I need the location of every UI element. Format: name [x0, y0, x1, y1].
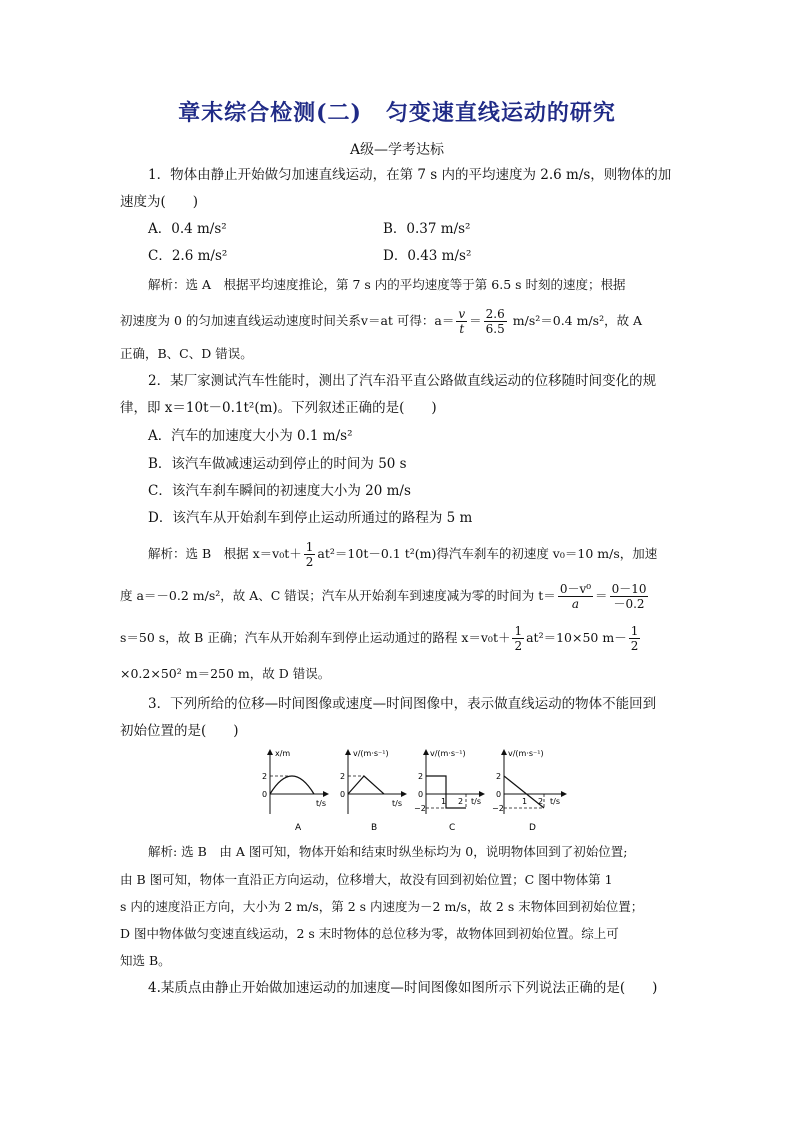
graph-a-ylabel: x/m: [275, 749, 291, 758]
title-sub: 匀变速直线运动的研究: [385, 100, 616, 126]
q2-sol-text-a: 解析：选 B 根据 x＝v₀t＋: [148, 546, 302, 561]
q2-option-a: A．汽车的加速度大小为 0.1 m/s²: [148, 428, 353, 444]
q2-option-c: C．该汽车刹车瞬间的初速度大小为 20 m/s: [148, 483, 411, 499]
title-main: 章末综合检测(二): [178, 100, 362, 126]
graph-c-tick-2: 2: [418, 772, 424, 781]
graph-c-tick-x1: 1: [441, 797, 447, 806]
q1-solution-line2: 初速度为 0 的匀加速直线运动速度时间关系v＝at 可得：a＝ $\frac{v}{t}$ ＝ $\frac{2.6}{6.5}$ m/s²＝0.4 m/s²，故 A: [120, 307, 643, 336]
q1-sol-text-b: v＝at 可得：a＝: [360, 313, 455, 328]
q2-sol-text-c: 度 a＝－0.2 m/s²，故 A、C 错误；汽车从开始刹车到速度减为零的时间为 t＝: [120, 588, 556, 603]
q2-stem-line2: 律，即 x＝10t－0.1t²(m)。下列叙述正确的是( ): [120, 400, 437, 416]
q1-sol-text-a: 初速度为 0 的匀加速直线运动速度时间关系: [120, 313, 361, 328]
graph-b-xlabel: t/s: [392, 799, 402, 808]
q2-half-fraction-3: $\frac{1}{2}$: [630, 624, 639, 653]
q3-stem-line1: 3．下列所给的位移—时间图像或速度—时间图像中，表示做直线运动的物体不能回到: [148, 696, 657, 712]
graph-d-tick-x1: 1: [522, 797, 528, 806]
graph-b-letter: B: [371, 823, 378, 833]
graph-a-tick-0: 0: [262, 790, 268, 799]
graph-b-ylabel: v/(m·s⁻¹): [353, 749, 389, 758]
q1-solution-line3: 正确，B、C、D 错误。: [120, 346, 253, 361]
graph-c-xlabel: t/s: [471, 797, 481, 806]
q3-solution-line4: D 图中物体做匀变速直线运动，2 s 末时物体的总位移为零，故物体回到初始位置。综上可: [120, 926, 619, 941]
q3-solution-line5: 知选 B。: [120, 953, 171, 968]
graph-a-tick-2: 2: [262, 772, 268, 781]
q1-fraction-v-t: $\frac{v}{t}$: [458, 307, 466, 336]
q2-solution-line2: 度 a＝－0.2 m/s²，故 A、C 错误；汽车从开始刹车到速度减为零的时间为 t＝ $\frac{\text{0－v⁰}}{a}$ ＝ $\frac{0-10}{-0.2}$: [120, 582, 647, 611]
q1-stem-line2: 速度为( ): [120, 194, 199, 210]
q2-option-d: D．该汽车从开始刹车到停止运动所通过的路程为 5 m: [148, 510, 473, 526]
page-title: [0, 96, 794, 127]
q2-solution-line3: [120, 620, 676, 656]
q1-option-b: B．0.37 m/s²: [383, 221, 471, 237]
q2-time-fraction: $\frac{\text{0－v⁰}}{a}$: [559, 582, 592, 611]
graph-c: [414, 749, 484, 833]
graph-a: [262, 749, 328, 833]
q3-solution-line3: s 内的速度沿正方向，大小为 2 m/s，第 2 s 内速度为－2 m/s，故 2 s 末物体回到初始位置；: [120, 899, 644, 914]
graph-d-tick-x2: 2: [538, 797, 544, 806]
graph-d-tick-2: 2: [496, 772, 502, 781]
q1-option-a: A．0.4 m/s²: [148, 221, 227, 237]
graph-b: [340, 749, 406, 833]
q1-solution-line1: 解析：选 A 根据平均速度推论，第 7 s 内的平均速度等于第 6.5 s 时刻的速度；根据: [148, 277, 626, 292]
q2-time-values: $\frac{0-10}{-0.2}$: [611, 582, 647, 611]
q1-option-d: D．0.43 m/s²: [383, 248, 472, 264]
graph-d: [492, 749, 566, 833]
graph-a-curve: [270, 776, 314, 794]
graph-b-tick-2: 2: [340, 772, 346, 781]
graph-b-line: [348, 776, 384, 794]
section-heading: A级—学考达标: [349, 142, 445, 158]
q2-stem-line1: 2．某厂家测试汽车性能时，测出了汽车沿平直公路做直线运动的位移随时间变化的规: [148, 373, 657, 389]
graph-c-tick-neg2: −2: [414, 804, 426, 813]
graph-b-tick-0: 0: [340, 790, 346, 799]
q4-stem-line1: 4.某质点由静止开始做加速运动的加速度—时间图像如图所示下列说法正确的是( ): [148, 980, 658, 996]
graph-a-letter: A: [295, 823, 302, 833]
graph-c-ylabel: v/(m·s⁻¹): [430, 749, 466, 758]
q3-solution-line2: 由 B 图可知，物体一直沿正方向运动，位移增大，故没有回到初始位置；C 图中物体第 1: [120, 872, 613, 887]
q2-sol-text-e: at²＝10×50 m－: [526, 630, 627, 645]
graph-d-xlabel: t/s: [550, 797, 560, 806]
q1-fraction-values: $\frac{2.6}{6.5}$: [485, 307, 505, 336]
q2-half-fraction-2: $\frac{1}{2}$: [514, 624, 523, 653]
q3-graphs-figure: [240, 744, 580, 836]
q3-stem-line2: 初始位置的是( ): [120, 723, 239, 739]
graph-d-ylabel: v/(m·s⁻¹): [508, 749, 544, 758]
graph-c-tick-0: 0: [418, 790, 424, 799]
graph-d-letter: D: [529, 823, 536, 833]
q2-half-fraction: $\frac{1}{2}$: [305, 540, 314, 569]
graph-d-tick-neg2: −2: [492, 804, 504, 813]
q3-solution-line1: 解析: 选 B 由 A 图可知，物体开始和结束时纵坐标均为 0，说明物体回到了初始位置;: [148, 844, 628, 859]
q1-option-c: C．2.6 m/s²: [148, 248, 228, 264]
q2-option-b: B．该汽车做减速运动到停止的时间为 50 s: [148, 456, 407, 472]
q2-sol-text-d: s＝50 s，故 B 正确；汽车从开始刹车到停止运动通过的路程 x＝v₀t＋: [120, 630, 511, 645]
q1-sol-text-c: m/s²＝0.4 m/s²，故 A: [512, 313, 643, 328]
q2-solution-line4: ×0.2×50² m＝250 m，故 D 错误。: [120, 666, 331, 681]
graph-c-tick-x2: 2: [458, 797, 464, 806]
q1-stem-line1: 1．物体由静止开始做匀加速直线运动，在第 7 s 内的平均速度为 2.6 m/s，则物体的加: [148, 167, 672, 183]
q2-solution-line1: [148, 536, 704, 572]
graph-c-letter: C: [449, 823, 456, 833]
q2-sol-text-b: at²＝10t－0.1 t²(m)得汽车刹车的初速度 v₀＝10 m/s，加速: [317, 546, 658, 561]
graph-a-xlabel: t/s: [316, 799, 326, 808]
graph-d-tick-0: 0: [496, 790, 502, 799]
